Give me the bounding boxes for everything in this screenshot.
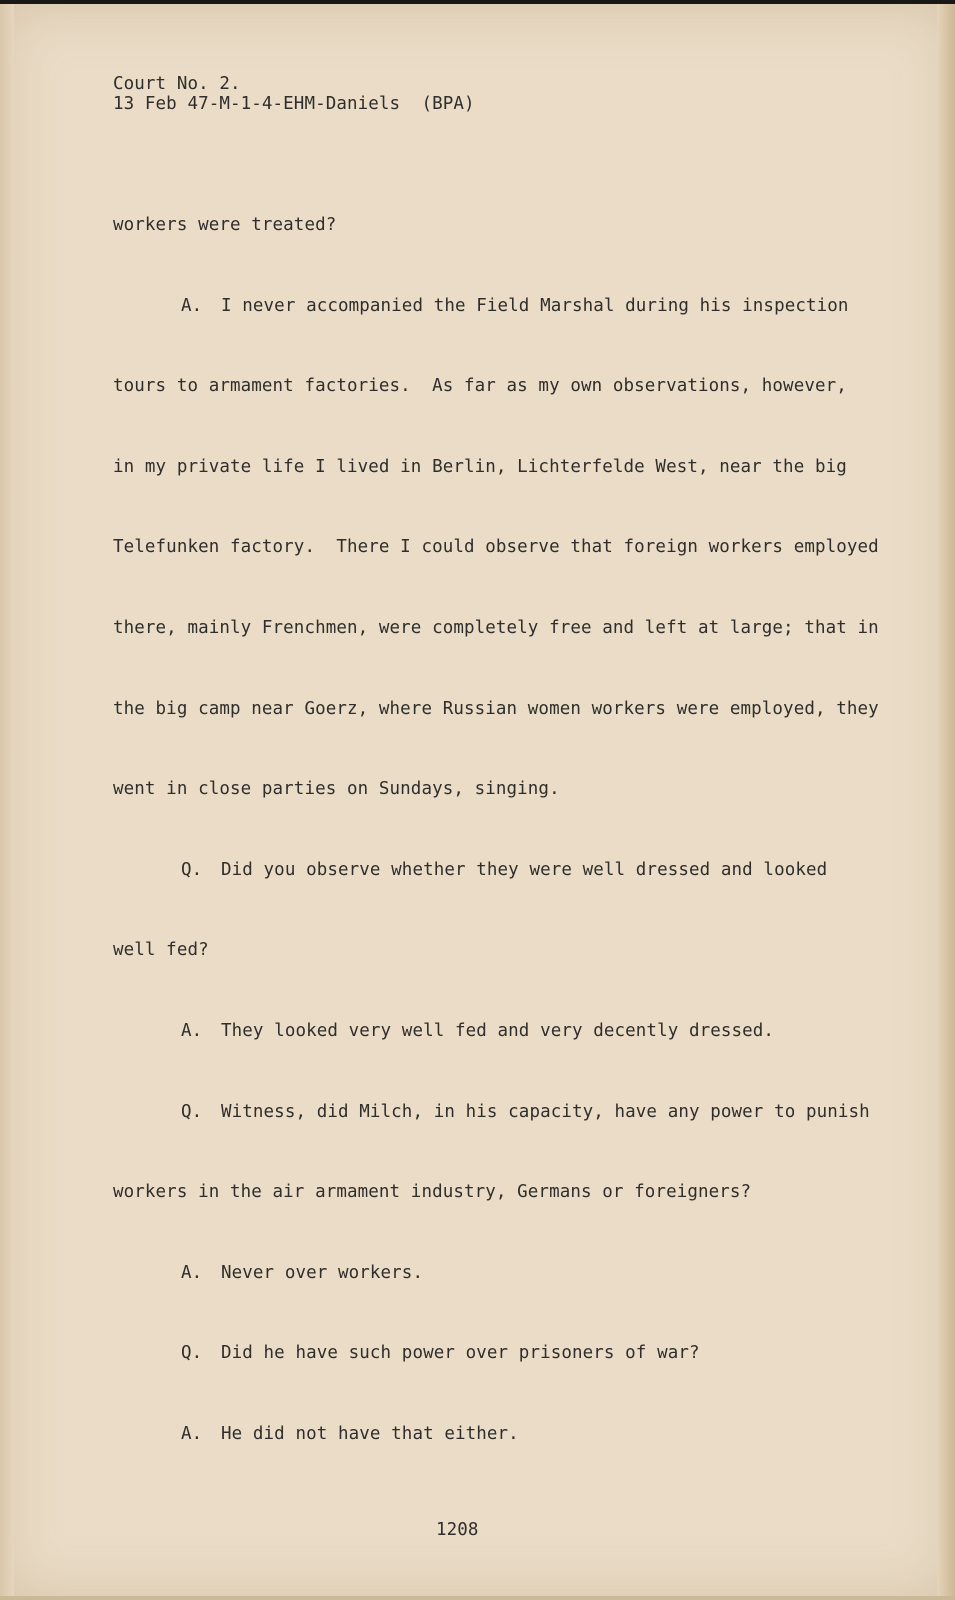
transcript-line: tours to armament factories. As far as my own observations, however, [113,376,847,397]
transcript-line: went in close parties on Sundays, singing. [113,779,560,800]
transcript-line: Telefunken factory. There I could observe that foreign workers employed [113,537,879,558]
court-number: Court No. 2. [113,74,241,94]
question-line [113,1099,870,1140]
transcript-body [113,172,879,1502]
session-reference: 13 Feb 47-M-1-4-EHM-Daniels (BPA) [113,94,475,114]
question-line [113,1340,853,1381]
answer-text: They looked very well fed and very decently dressed. [221,1020,775,1041]
answer-label: A. [181,1423,203,1444]
answer-line [113,293,853,334]
question-text: Witness, did Milch, in his capacity, have any power to punish [221,1101,870,1122]
answer-label: A. [181,1262,203,1283]
transcript-line: workers in the air armament industry, Germans or foreigners? [113,1182,752,1203]
answer-text: I never accompanied the Field Marshal during his inspection [221,295,849,316]
transcript-line: workers were treated? [113,215,337,235]
page-number: 1208 [436,1520,479,1540]
question-text: Did you observe whether they were well dressed and looked [221,859,828,880]
page-left-edge [0,4,14,1600]
page-right-edge [937,4,955,1600]
answer-text: He did not have that either. [221,1423,519,1444]
transcript-line: in my private life I lived in Berlin, Lichterfelde West, near the big [113,456,847,477]
answer-line [113,1018,853,1059]
question-text: Did he have such power over prisoners of war? [221,1343,700,1364]
answer-text: Never over workers. [221,1262,424,1283]
answer-label: A. [181,1020,203,1041]
document-page [0,4,955,1600]
transcript-line: there, mainly Frenchmen, were completely free and left at large; that in [113,617,879,638]
page-bottom-edge [0,1596,955,1600]
answer-line [113,1260,853,1301]
transcript-line: the big camp near Goerz, where Russian women workers were employed, they [113,698,879,719]
question-label: Q. [181,1343,203,1364]
question-line [113,857,853,898]
answer-line [113,1421,853,1462]
answer-label: A. [181,295,203,316]
question-label: Q. [181,859,203,880]
transcript-line: well fed? [113,940,209,961]
question-label: Q. [181,1101,203,1122]
